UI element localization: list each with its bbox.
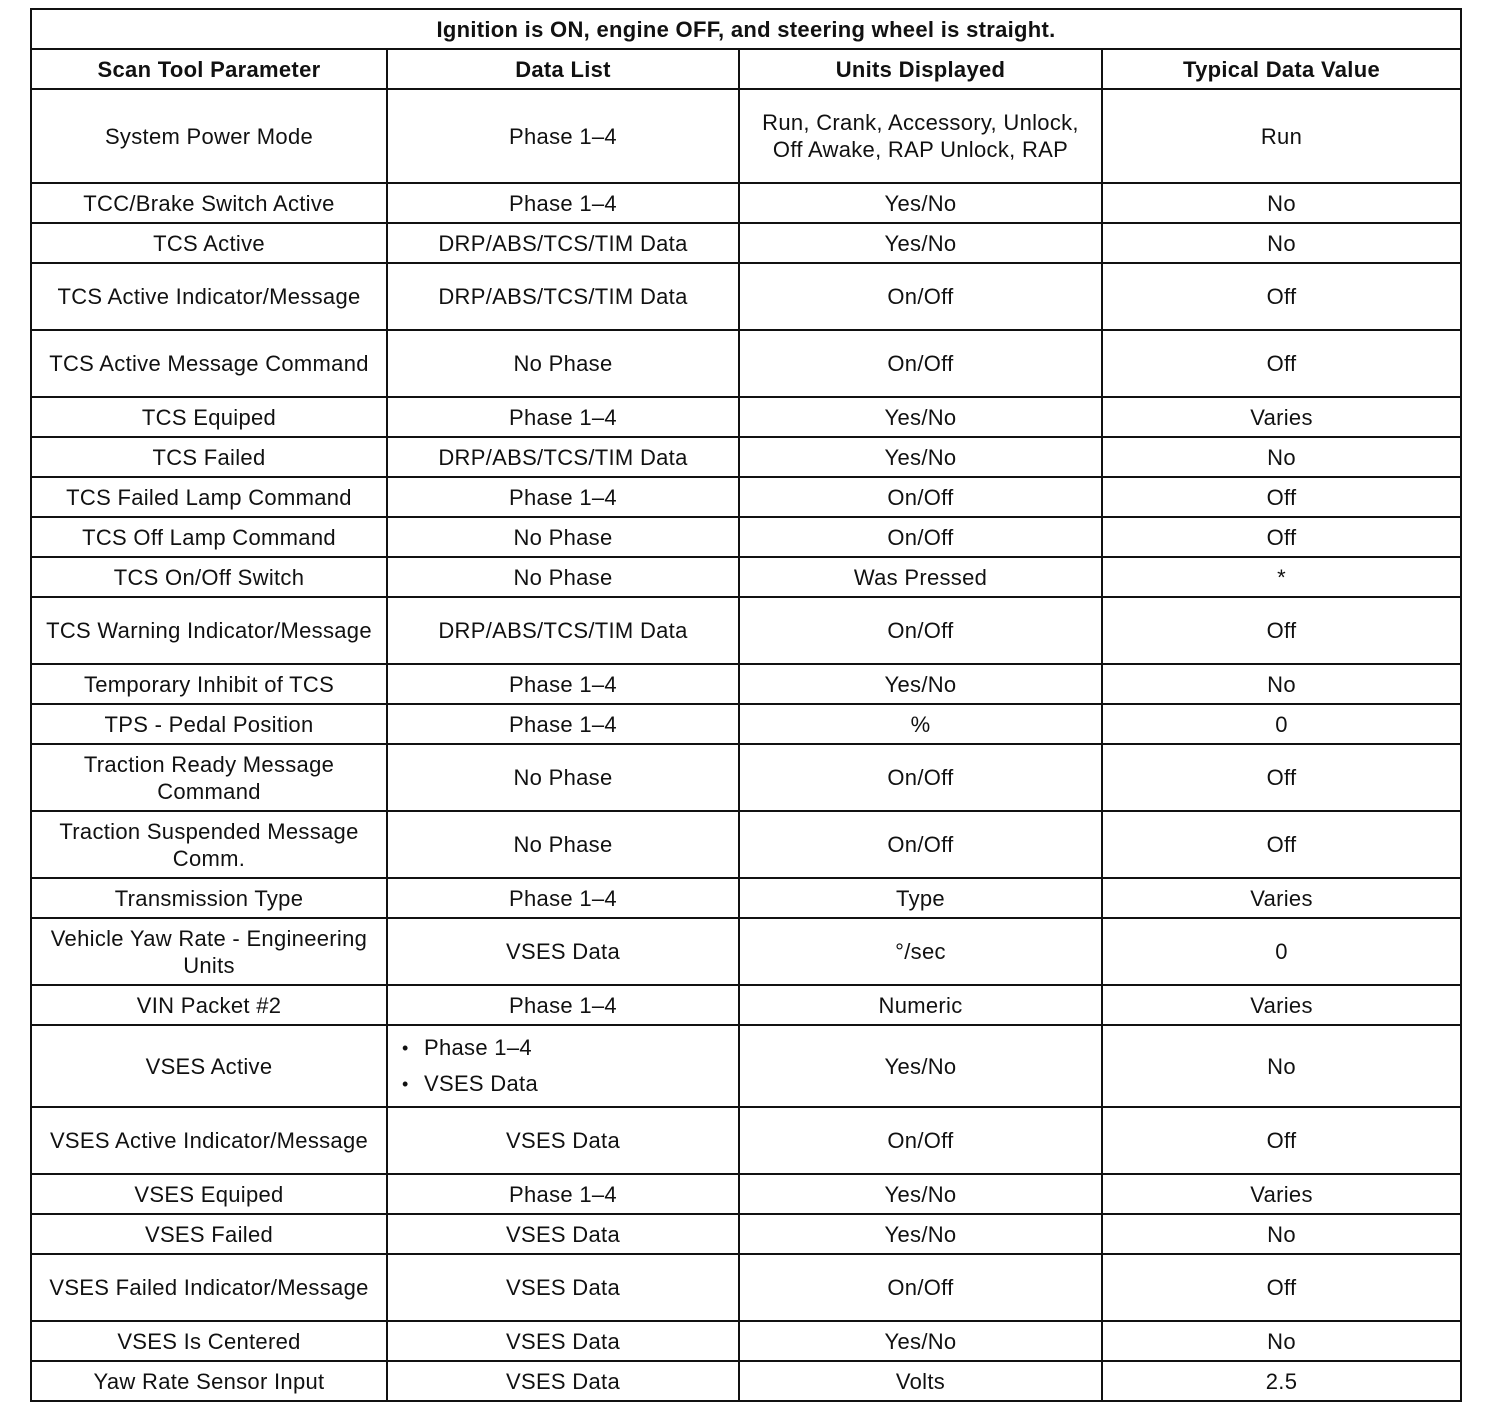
table-row (31, 397, 1461, 437)
data-list-bullets (396, 1030, 730, 1102)
data-list-cell: DRP/ABS/TCS/TIM Data (387, 263, 739, 330)
parameter-cell: TCS Active Indicator/Message (31, 263, 387, 330)
table-row (31, 878, 1461, 918)
data-list-cell: No Phase (387, 517, 739, 557)
data-list-cell: No Phase (387, 557, 739, 597)
units-cell: Run, Crank, Accessory, Unlock, Off Awake, RAP Unlock, RAP (739, 89, 1102, 183)
header-scan-tool-parameter: Scan Tool Parameter (31, 49, 387, 89)
data-list-cell: No Phase (387, 811, 739, 878)
value-cell: Off (1102, 1107, 1461, 1174)
scan-tool-data-table (30, 8, 1462, 1402)
table-row (31, 517, 1461, 557)
table-row (31, 985, 1461, 1025)
data-list-cell: VSES Data (387, 1361, 739, 1401)
parameter-cell: TPS - Pedal Position (31, 704, 387, 744)
parameter-cell: TCS Failed Lamp Command (31, 477, 387, 517)
data-list-cell: Phase 1–4 (387, 183, 739, 223)
parameter-cell: VSES Active (31, 1025, 387, 1107)
units-cell: Volts (739, 1361, 1102, 1401)
table-title: Ignition is ON, engine OFF, and steering wheel is straight. (31, 9, 1461, 49)
units-cell: Yes/No (739, 397, 1102, 437)
table-row (31, 223, 1461, 263)
parameter-cell: Traction Suspended Message Comm. (31, 811, 387, 878)
value-cell: No (1102, 1025, 1461, 1107)
value-cell: Off (1102, 597, 1461, 664)
parameter-cell: TCS Equiped (31, 397, 387, 437)
value-cell: No (1102, 664, 1461, 704)
units-cell: On/Off (739, 330, 1102, 397)
value-cell: Varies (1102, 397, 1461, 437)
units-cell: Yes/No (739, 664, 1102, 704)
parameter-cell: TCS Active (31, 223, 387, 263)
value-cell: * (1102, 557, 1461, 597)
data-list-cell: Phase 1–4 (387, 397, 739, 437)
value-cell: Off (1102, 477, 1461, 517)
units-cell: On/Off (739, 517, 1102, 557)
units-cell: Yes/No (739, 223, 1102, 263)
value-cell: No (1102, 1214, 1461, 1254)
value-cell: 0 (1102, 918, 1461, 985)
header-row (31, 49, 1461, 89)
units-cell: On/Off (739, 1254, 1102, 1321)
data-list-cell: DRP/ABS/TCS/TIM Data (387, 437, 739, 477)
units-cell: Yes/No (739, 437, 1102, 477)
value-cell: 0 (1102, 704, 1461, 744)
table-row (31, 330, 1461, 397)
table-row (31, 477, 1461, 517)
data-list-cell: Phase 1–4 (387, 704, 739, 744)
data-list-cell: DRP/ABS/TCS/TIM Data (387, 223, 739, 263)
data-list-cell: VSES Data (387, 918, 739, 985)
title-row (31, 9, 1461, 49)
header-data-list: Data List (387, 49, 739, 89)
units-cell: Numeric (739, 985, 1102, 1025)
data-list-cell: No Phase (387, 330, 739, 397)
parameter-cell: TCS Active Message Command (31, 330, 387, 397)
data-list-cell: Phase 1–4 (387, 664, 739, 704)
units-cell: Yes/No (739, 1321, 1102, 1361)
table-row (31, 263, 1461, 330)
parameter-cell: TCS Failed (31, 437, 387, 477)
table-row (31, 1107, 1461, 1174)
units-cell: On/Off (739, 1107, 1102, 1174)
table-row (31, 1214, 1461, 1254)
data-list-cell: VSES Data (387, 1214, 739, 1254)
value-cell: Off (1102, 517, 1461, 557)
units-cell: Yes/No (739, 1214, 1102, 1254)
data-list-cell: VSES Data (387, 1321, 739, 1361)
value-cell: No (1102, 223, 1461, 263)
units-cell: On/Off (739, 744, 1102, 811)
parameter-cell: VSES Failed Indicator/Message (31, 1254, 387, 1321)
data-list-cell: No Phase (387, 744, 739, 811)
table-row (31, 1025, 1461, 1107)
value-cell: Off (1102, 1254, 1461, 1321)
parameter-cell: TCC/Brake Switch Active (31, 183, 387, 223)
value-cell: No (1102, 437, 1461, 477)
table-row (31, 918, 1461, 985)
parameter-cell: VSES Active Indicator/Message (31, 1107, 387, 1174)
units-cell: On/Off (739, 263, 1102, 330)
list-item: • VSES Data (424, 1066, 730, 1102)
value-cell: Off (1102, 330, 1461, 397)
table-row (31, 89, 1461, 183)
parameter-cell: VSES Failed (31, 1214, 387, 1254)
table-row (31, 1361, 1461, 1401)
units-cell: On/Off (739, 477, 1102, 517)
data-list-cell: Phase 1–4 (387, 878, 739, 918)
data-list-cell: Phase 1–4 (387, 985, 739, 1025)
data-list-cell: Phase 1–4 (387, 1174, 739, 1214)
parameter-cell: TCS On/Off Switch (31, 557, 387, 597)
parameter-cell: VSES Is Centered (31, 1321, 387, 1361)
table-row (31, 557, 1461, 597)
parameter-cell: Vehicle Yaw Rate - Engineering Units (31, 918, 387, 985)
parameter-cell: VIN Packet #2 (31, 985, 387, 1025)
value-cell: Off (1102, 744, 1461, 811)
scan-tool-data-sheet (30, 8, 1460, 1402)
data-list-cell: Phase 1–4 (387, 89, 739, 183)
data-list-cell: Phase 1–4 (387, 477, 739, 517)
value-cell: Varies (1102, 985, 1461, 1025)
table-row (31, 597, 1461, 664)
data-list-cell: VSES Data (387, 1254, 739, 1321)
value-cell: 2.5 (1102, 1361, 1461, 1401)
value-cell: Off (1102, 811, 1461, 878)
parameter-cell: Yaw Rate Sensor Input (31, 1361, 387, 1401)
units-cell: Yes/No (739, 1174, 1102, 1214)
units-cell: On/Off (739, 597, 1102, 664)
parameter-cell: TCS Warning Indicator/Message (31, 597, 387, 664)
table-row (31, 704, 1461, 744)
parameter-cell: TCS Off Lamp Command (31, 517, 387, 557)
value-cell: Varies (1102, 1174, 1461, 1214)
table-row (31, 811, 1461, 878)
units-cell: Yes/No (739, 183, 1102, 223)
parameter-cell: System Power Mode (31, 89, 387, 183)
table-row (31, 183, 1461, 223)
header-units-displayed: Units Displayed (739, 49, 1102, 89)
units-cell: Was Pressed (739, 557, 1102, 597)
header-typical-data-value: Typical Data Value (1102, 49, 1461, 89)
parameter-cell: Transmission Type (31, 878, 387, 918)
table-row (31, 437, 1461, 477)
list-item: • Phase 1–4 (424, 1030, 730, 1066)
value-cell: Varies (1102, 878, 1461, 918)
value-cell: No (1102, 183, 1461, 223)
data-list-cell (387, 1025, 739, 1107)
value-cell: Off (1102, 263, 1461, 330)
parameter-cell: Traction Ready Message Command (31, 744, 387, 811)
table-row (31, 1254, 1461, 1321)
parameter-cell: VSES Equiped (31, 1174, 387, 1214)
table-row (31, 744, 1461, 811)
units-cell: Type (739, 878, 1102, 918)
units-cell: % (739, 704, 1102, 744)
table-row (31, 1321, 1461, 1361)
units-cell: Yes/No (739, 1025, 1102, 1107)
units-cell: On/Off (739, 811, 1102, 878)
value-cell: Run (1102, 89, 1461, 183)
data-list-cell: VSES Data (387, 1107, 739, 1174)
data-list-cell: DRP/ABS/TCS/TIM Data (387, 597, 739, 664)
parameter-cell: Temporary Inhibit of TCS (31, 664, 387, 704)
value-cell: No (1102, 1321, 1461, 1361)
table-row (31, 664, 1461, 704)
units-cell: °/sec (739, 918, 1102, 985)
table-row (31, 1174, 1461, 1214)
